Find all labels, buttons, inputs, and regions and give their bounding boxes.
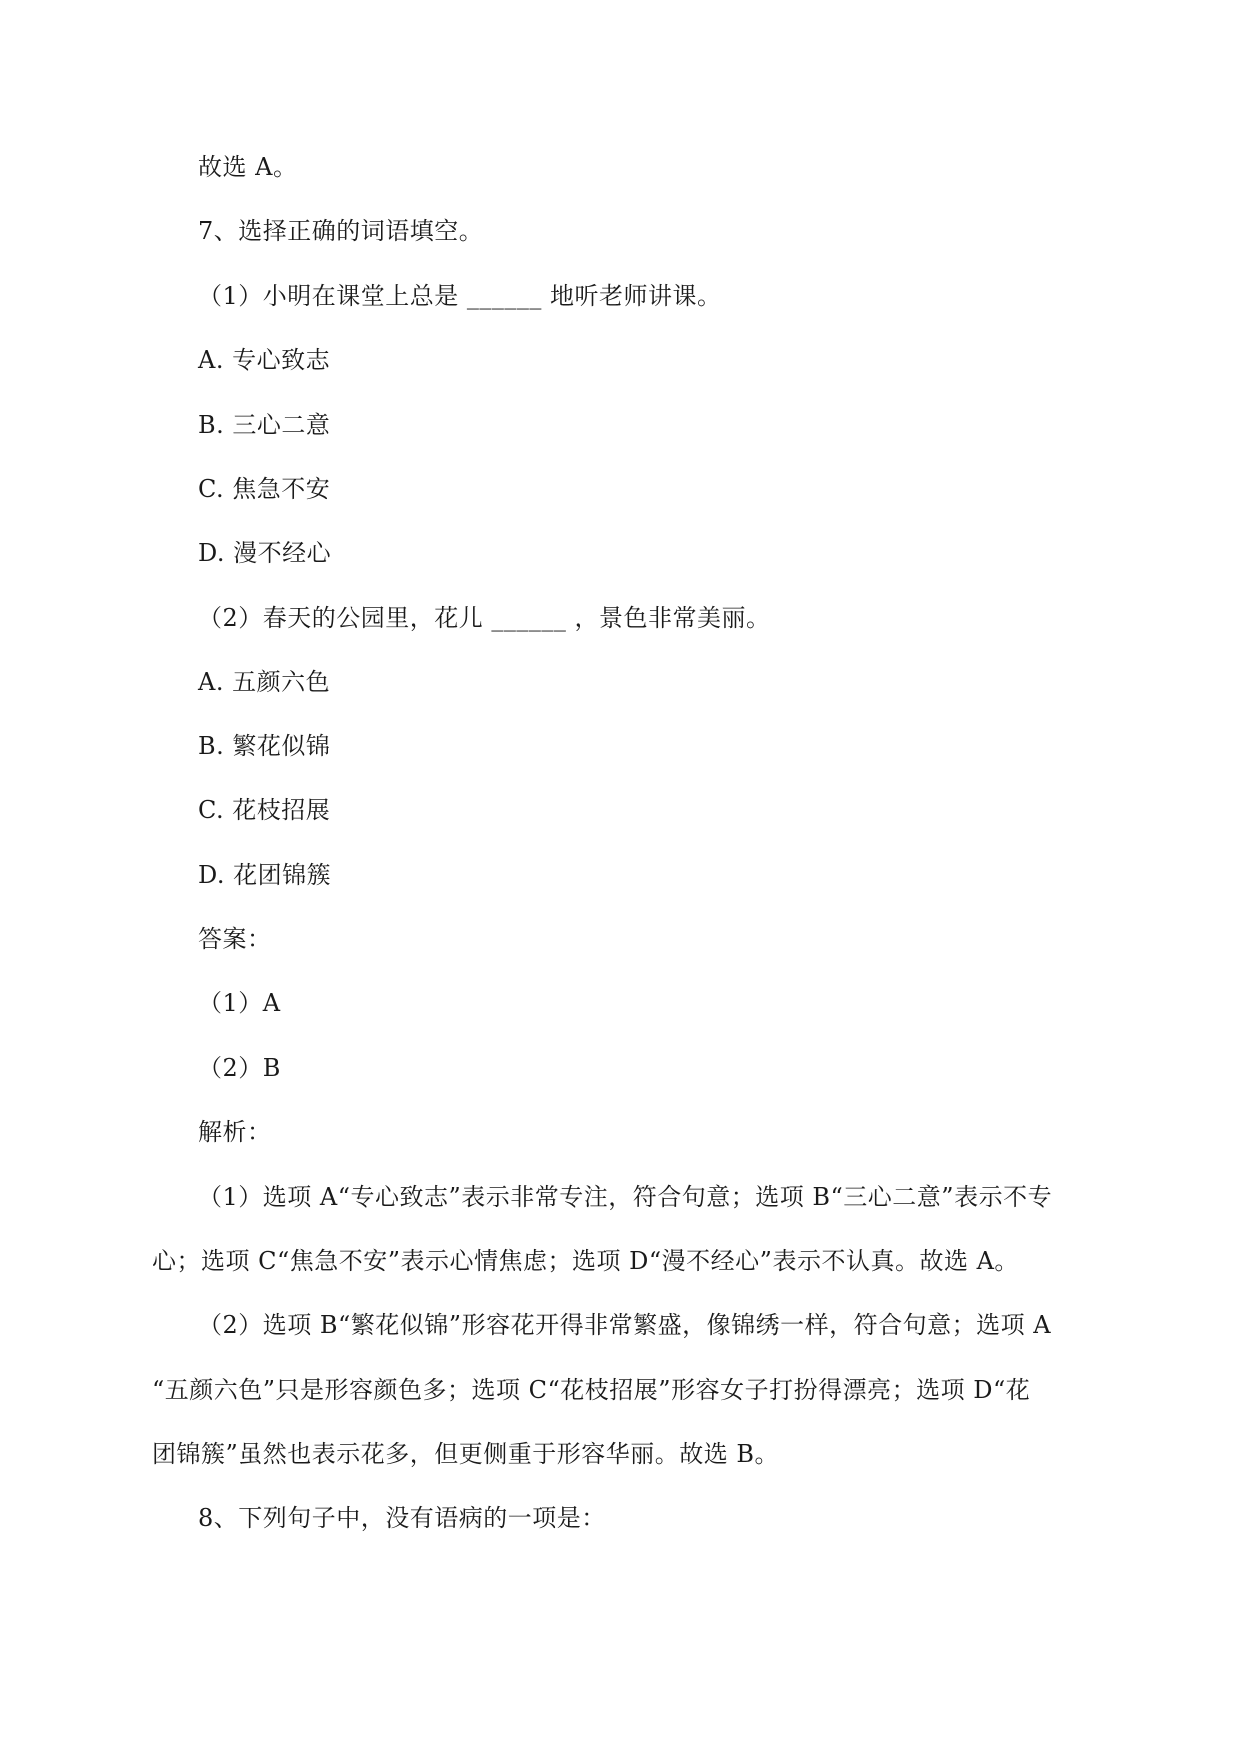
- option-c: C. 焦急不安: [198, 475, 331, 503]
- answer-heading: 答案：: [198, 925, 272, 953]
- answer-2: （2）B: [198, 1054, 281, 1082]
- question-7-heading: 7、选择正确的词语填空。: [198, 217, 484, 245]
- option-a: A. 五颜六色: [198, 668, 331, 696]
- question-8-heading: 8、下列句子中，没有语病的一项是：: [198, 1504, 606, 1532]
- analysis-paragraph-1: （1）选项 A“专心致志”表示非常专注，符合句意；选项 B“三心二意”表示不专: [198, 1183, 1053, 1211]
- answer-1: （1）A: [198, 989, 281, 1017]
- analysis-heading: 解析：: [198, 1118, 272, 1146]
- question-7-part-1: （1）小明在课堂上总是 ______ 地听老师讲课。: [198, 282, 722, 310]
- question-7-part-2: （2）春天的公园里，花儿 ______ ，景色非常美丽。: [198, 604, 771, 632]
- analysis-paragraph-2: （2）选项 B“繁花似锦”形容花开得非常繁盛，像锦绣一样，符合句意；选项 A: [198, 1311, 1052, 1339]
- analysis-paragraph-1: 心；选项 C“焦急不安”表示心情焦虑；选项 D“漫不经心”表示不认真。故选 A。: [152, 1247, 1019, 1275]
- text-line: 故选 A。: [198, 153, 298, 181]
- option-c: C. 花枝招展: [198, 796, 331, 824]
- analysis-paragraph-2: 团锦簇”虽然也表示花多，但更侧重于形容华丽。故选 B。: [152, 1440, 780, 1468]
- option-d: D. 花团锦簇: [198, 861, 332, 889]
- option-d: D. 漫不经心: [198, 539, 332, 567]
- analysis-paragraph-2: “五颜六色”只是形容颜色多；选项 C“花枝招展”形容女子打扮得漂亮；选项 D“花: [152, 1376, 1031, 1404]
- option-a: A. 专心致志: [198, 346, 331, 374]
- option-b: B. 三心二意: [198, 411, 331, 439]
- option-b: B. 繁花似锦: [198, 732, 331, 760]
